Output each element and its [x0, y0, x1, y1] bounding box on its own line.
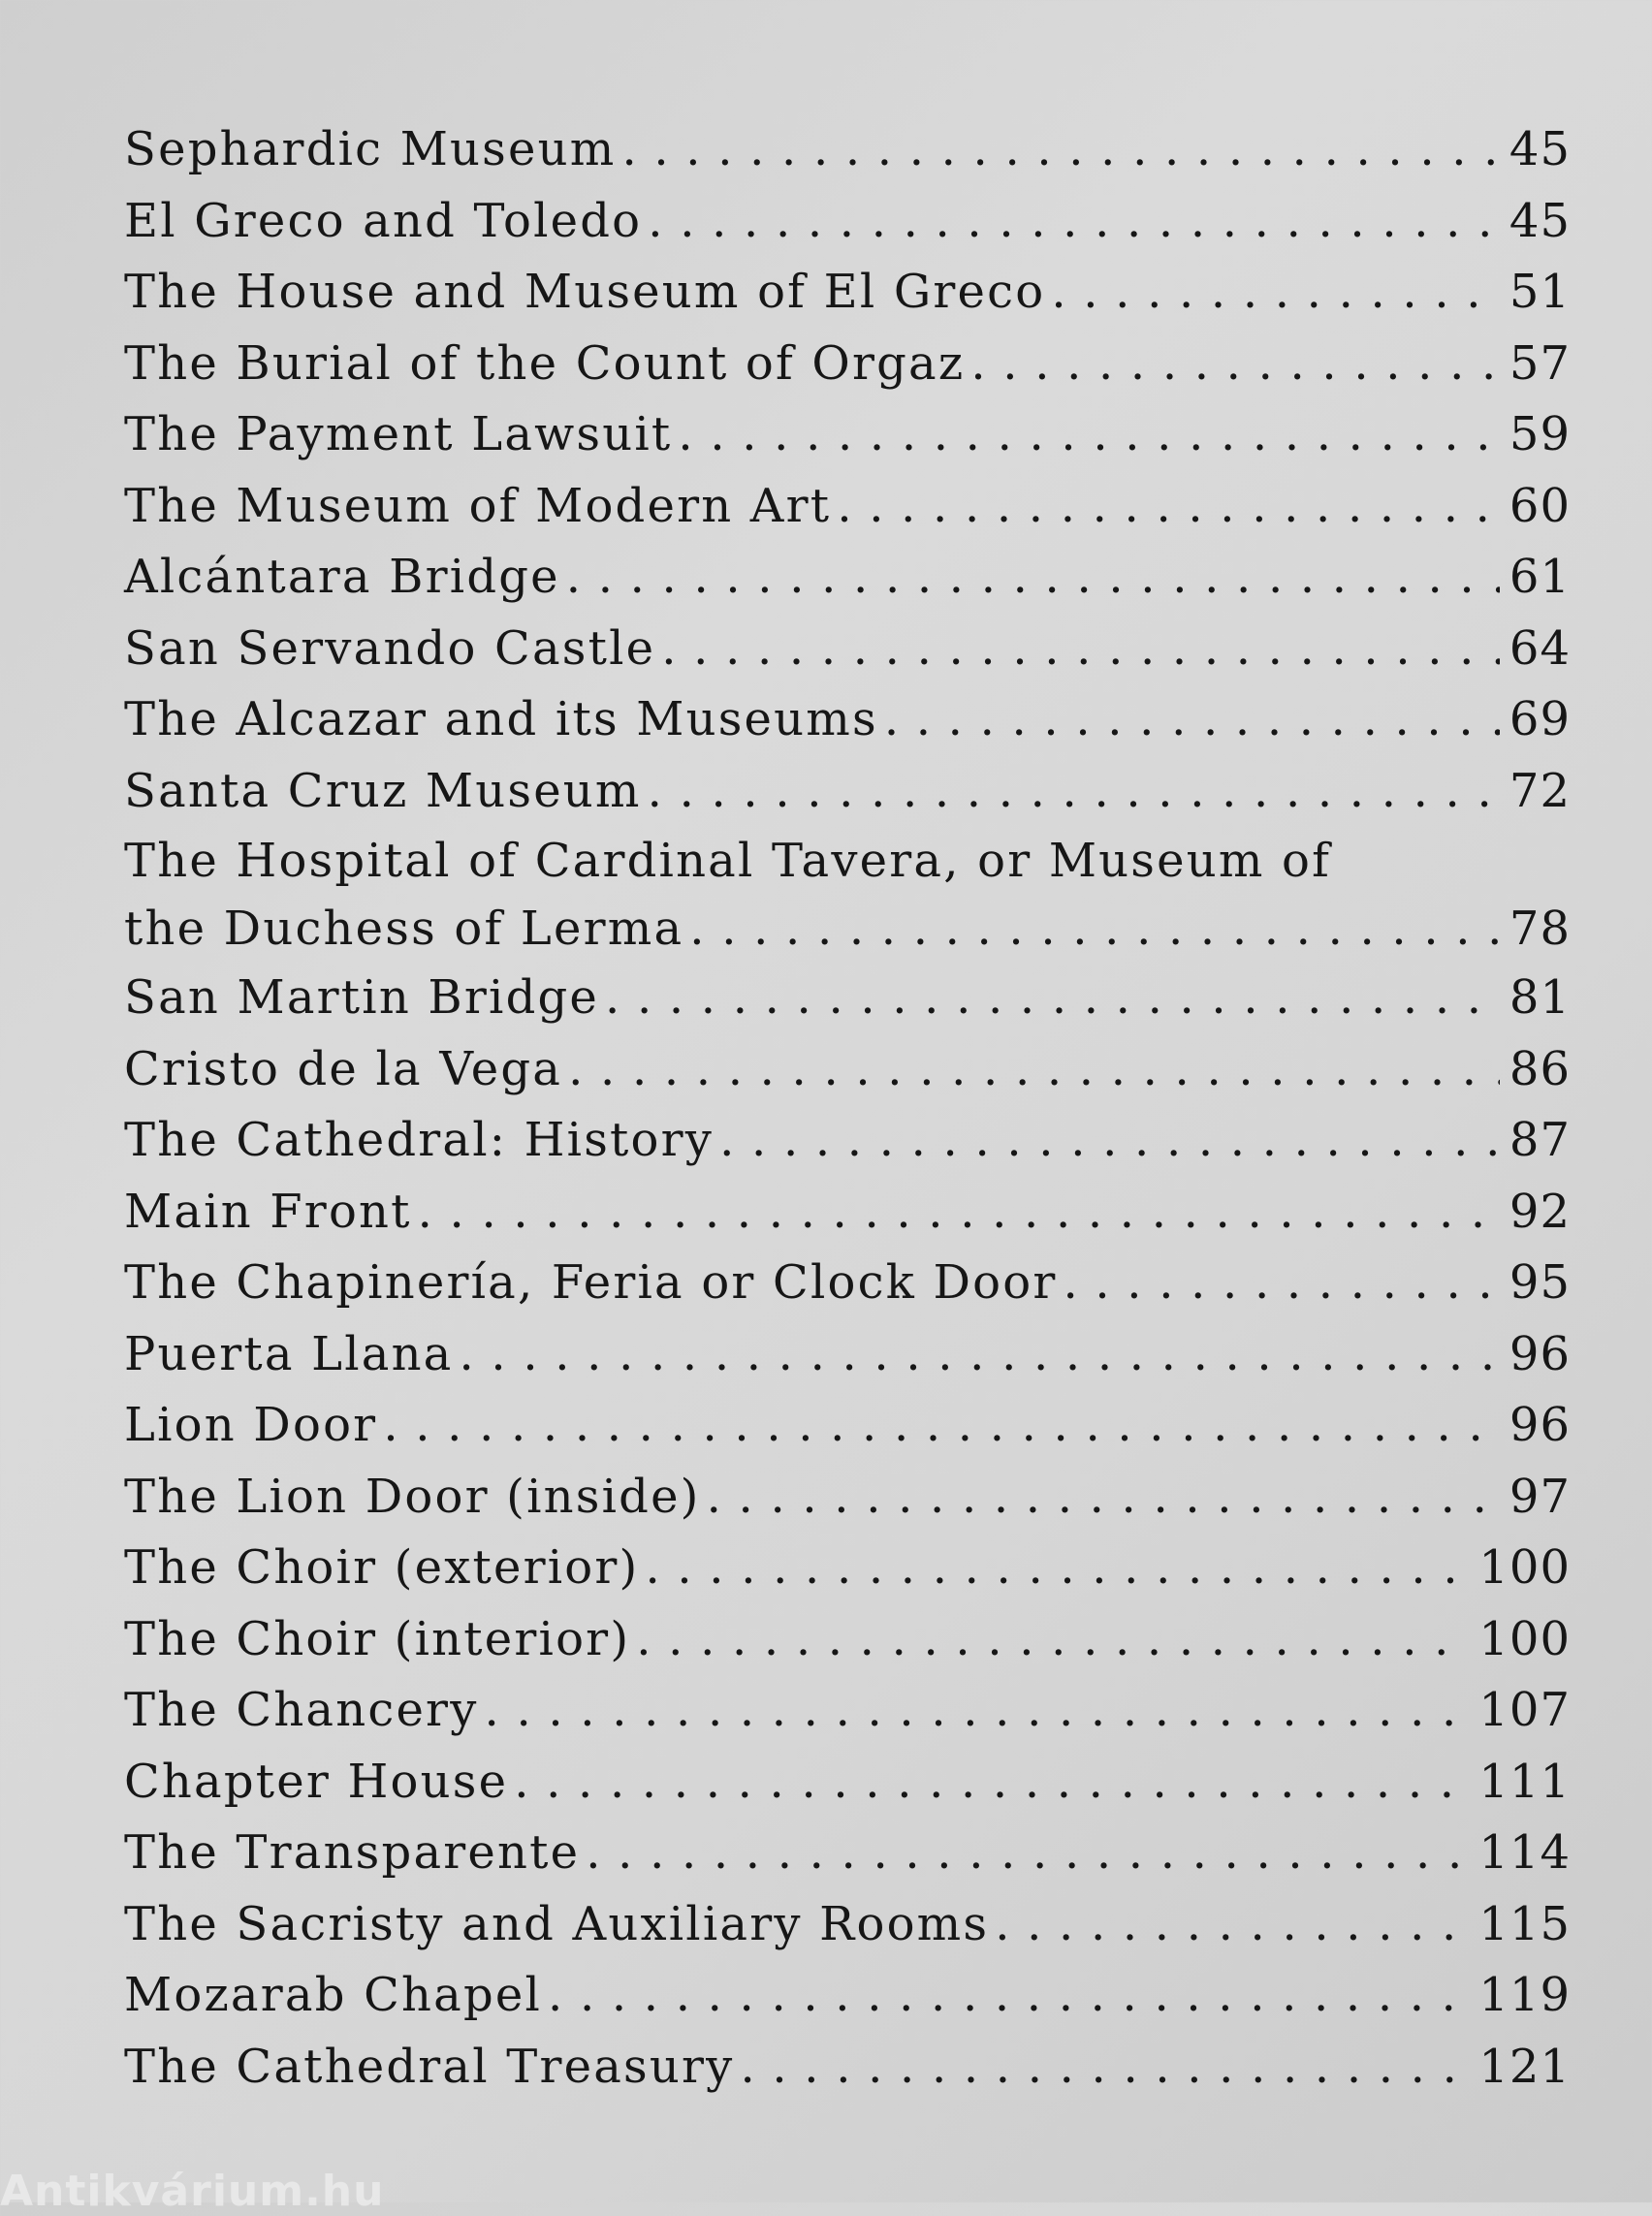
toc-entry-title: The Burial of the Count of Orgaz [124, 335, 966, 391]
dot-leader [1063, 1248, 1499, 1319]
toc-entry-page: 111 [1478, 1754, 1571, 1809]
dot-leader [1051, 257, 1500, 329]
dot-leader [648, 186, 1500, 258]
dot-leader [719, 1105, 1500, 1177]
toc-entry [124, 1319, 1571, 1391]
toc-entry-page: 121 [1478, 2039, 1571, 2094]
toc-entry-title: El Greco and Toledo [124, 193, 643, 248]
toc-entry [124, 399, 1571, 471]
dot-leader [707, 1462, 1500, 1534]
toc-entry-title: Alcántara Bridge [124, 550, 560, 604]
toc-entry-page: 45 [1509, 122, 1571, 176]
toc-entry [124, 1462, 1571, 1534]
toc-entry [124, 1533, 1571, 1604]
toc-entry-page: 45 [1509, 193, 1571, 248]
toc-entry [124, 1034, 1571, 1106]
toc-entry-page: 72 [1509, 763, 1571, 818]
toc-entry [124, 756, 1571, 828]
toc-entry-page: 100 [1478, 1540, 1571, 1595]
toc-entry-title: The Sacristy and Auxiliary Rooms [124, 1896, 990, 1951]
dot-leader [837, 471, 1500, 543]
toc-entry-title: The Choir (interior) [124, 1611, 631, 1666]
toc-entry-title: Mozarab Chapel [124, 1968, 543, 2022]
toc-entry-page: 92 [1509, 1184, 1571, 1239]
dot-leader [568, 1034, 1500, 1106]
toc-entry [124, 1105, 1571, 1177]
toc-entry-title: San Martin Bridge [124, 970, 600, 1025]
toc-entry [124, 1818, 1571, 1889]
toc-entry-title: The Cathedral: History [124, 1113, 715, 1167]
toc-entry-title-line2: the Duchess of Lerma [124, 902, 684, 956]
toc-entry-page: 81 [1509, 970, 1571, 1025]
toc-entry-title: Puerta Llana [124, 1326, 454, 1381]
toc-entry [124, 1390, 1571, 1462]
toc-entry-title: San Servando Castle [124, 620, 656, 676]
toc-entry [124, 1960, 1571, 2032]
toc-entry-page: 97 [1509, 1469, 1571, 1524]
toc-entry-title: The Choir (exterior) [124, 1540, 640, 1595]
toc-entry-page: 51 [1509, 265, 1571, 319]
toc-entry-page: 107 [1478, 1683, 1571, 1737]
toc-entry-page: 69 [1509, 692, 1571, 746]
toc-entry-title: Cristo de la Vega [124, 1041, 563, 1096]
dot-leader [645, 1533, 1469, 1604]
dot-leader [970, 329, 1500, 400]
toc-entry-title: Chapter House [124, 1754, 509, 1809]
toc-entry-page: 114 [1478, 1825, 1571, 1880]
toc-entry [124, 1747, 1571, 1819]
dot-leader [418, 1177, 1500, 1249]
toc-entry-title: Santa Cruz Museum [124, 763, 642, 818]
toc-entry [124, 471, 1571, 543]
toc-entry-title: The Museum of Modern Art [124, 478, 832, 533]
toc-entry [124, 257, 1571, 329]
toc-entry-page: 61 [1509, 550, 1571, 604]
toc-entry [124, 827, 1571, 963]
toc-entry-title: The Cathedral Treasury [124, 2039, 735, 2094]
dot-leader [485, 1675, 1470, 1747]
toc-entry [124, 329, 1571, 400]
toc-entry-title: Sephardic Museum [124, 122, 617, 176]
toc-entry-page: 96 [1509, 1326, 1571, 1381]
dot-leader [995, 1889, 1469, 1961]
toc-entry-title: Main Front [124, 1184, 412, 1239]
dot-leader [460, 1319, 1500, 1391]
toc-entry-page: 95 [1509, 1255, 1571, 1310]
dot-leader [740, 2032, 1469, 2104]
toc-entry [124, 684, 1571, 756]
toc-entry-page: 64 [1509, 620, 1571, 676]
toc-entry-page: 86 [1509, 1041, 1571, 1096]
toc-entry-page: 87 [1509, 1113, 1571, 1167]
toc-entry-page: 119 [1478, 1968, 1571, 2022]
toc-entry-title: The Chancery [124, 1683, 479, 1737]
dot-leader [636, 1604, 1469, 1676]
dot-leader [661, 614, 1500, 685]
dot-leader [586, 1818, 1469, 1889]
toc-entry [124, 2032, 1571, 2104]
dot-leader [383, 1390, 1500, 1462]
toc-entry [124, 114, 1571, 186]
watermark: Antikvárium.hu [0, 2167, 385, 2216]
dot-leader [621, 114, 1499, 186]
toc-entry-title: The Chapinería, Feria or Clock Door [124, 1255, 1058, 1310]
dot-leader [605, 963, 1500, 1034]
toc-entry-page: 78 [1509, 902, 1571, 956]
toc-entry-line2 [124, 895, 1571, 963]
toc-entry [124, 963, 1571, 1034]
dot-leader [689, 895, 1500, 963]
toc-entry-title: The House and Museum of El Greco [124, 265, 1046, 319]
toc-entry-page: 57 [1509, 335, 1571, 391]
toc-entry-page: 59 [1509, 407, 1571, 461]
dot-leader [514, 1747, 1469, 1819]
toc-entry-page: 100 [1478, 1611, 1571, 1666]
toc-entry-title: The Alcazar and its Museums [124, 692, 878, 746]
toc-entry-title: The Lion Door (inside) [124, 1469, 701, 1524]
dot-leader [884, 684, 1500, 756]
toc-entry [124, 542, 1571, 614]
toc-entry [124, 1604, 1571, 1676]
toc-entry-title: Lion Door [124, 1398, 378, 1452]
toc-entry [124, 186, 1571, 258]
toc-entry-page: 115 [1478, 1896, 1571, 1951]
toc-entry [124, 1248, 1571, 1319]
toc-entry-title-line1: The Hospital of Cardinal Tavera, or Museum of [124, 834, 1332, 888]
toc-entry-title: The Payment Lawsuit [124, 407, 673, 461]
toc-entry-title: The Transparente [124, 1825, 581, 1880]
toc-entry [124, 1177, 1571, 1249]
dot-leader [678, 399, 1500, 471]
dot-leader [548, 1960, 1469, 2032]
toc-entry-page: 60 [1509, 478, 1571, 533]
dot-leader [648, 756, 1500, 828]
toc-entry [124, 614, 1571, 685]
dot-leader [566, 542, 1500, 614]
toc-entry-page: 96 [1509, 1398, 1571, 1452]
table-of-contents [124, 114, 1571, 2103]
toc-entry [124, 1889, 1571, 1961]
toc-entry [124, 1675, 1571, 1747]
